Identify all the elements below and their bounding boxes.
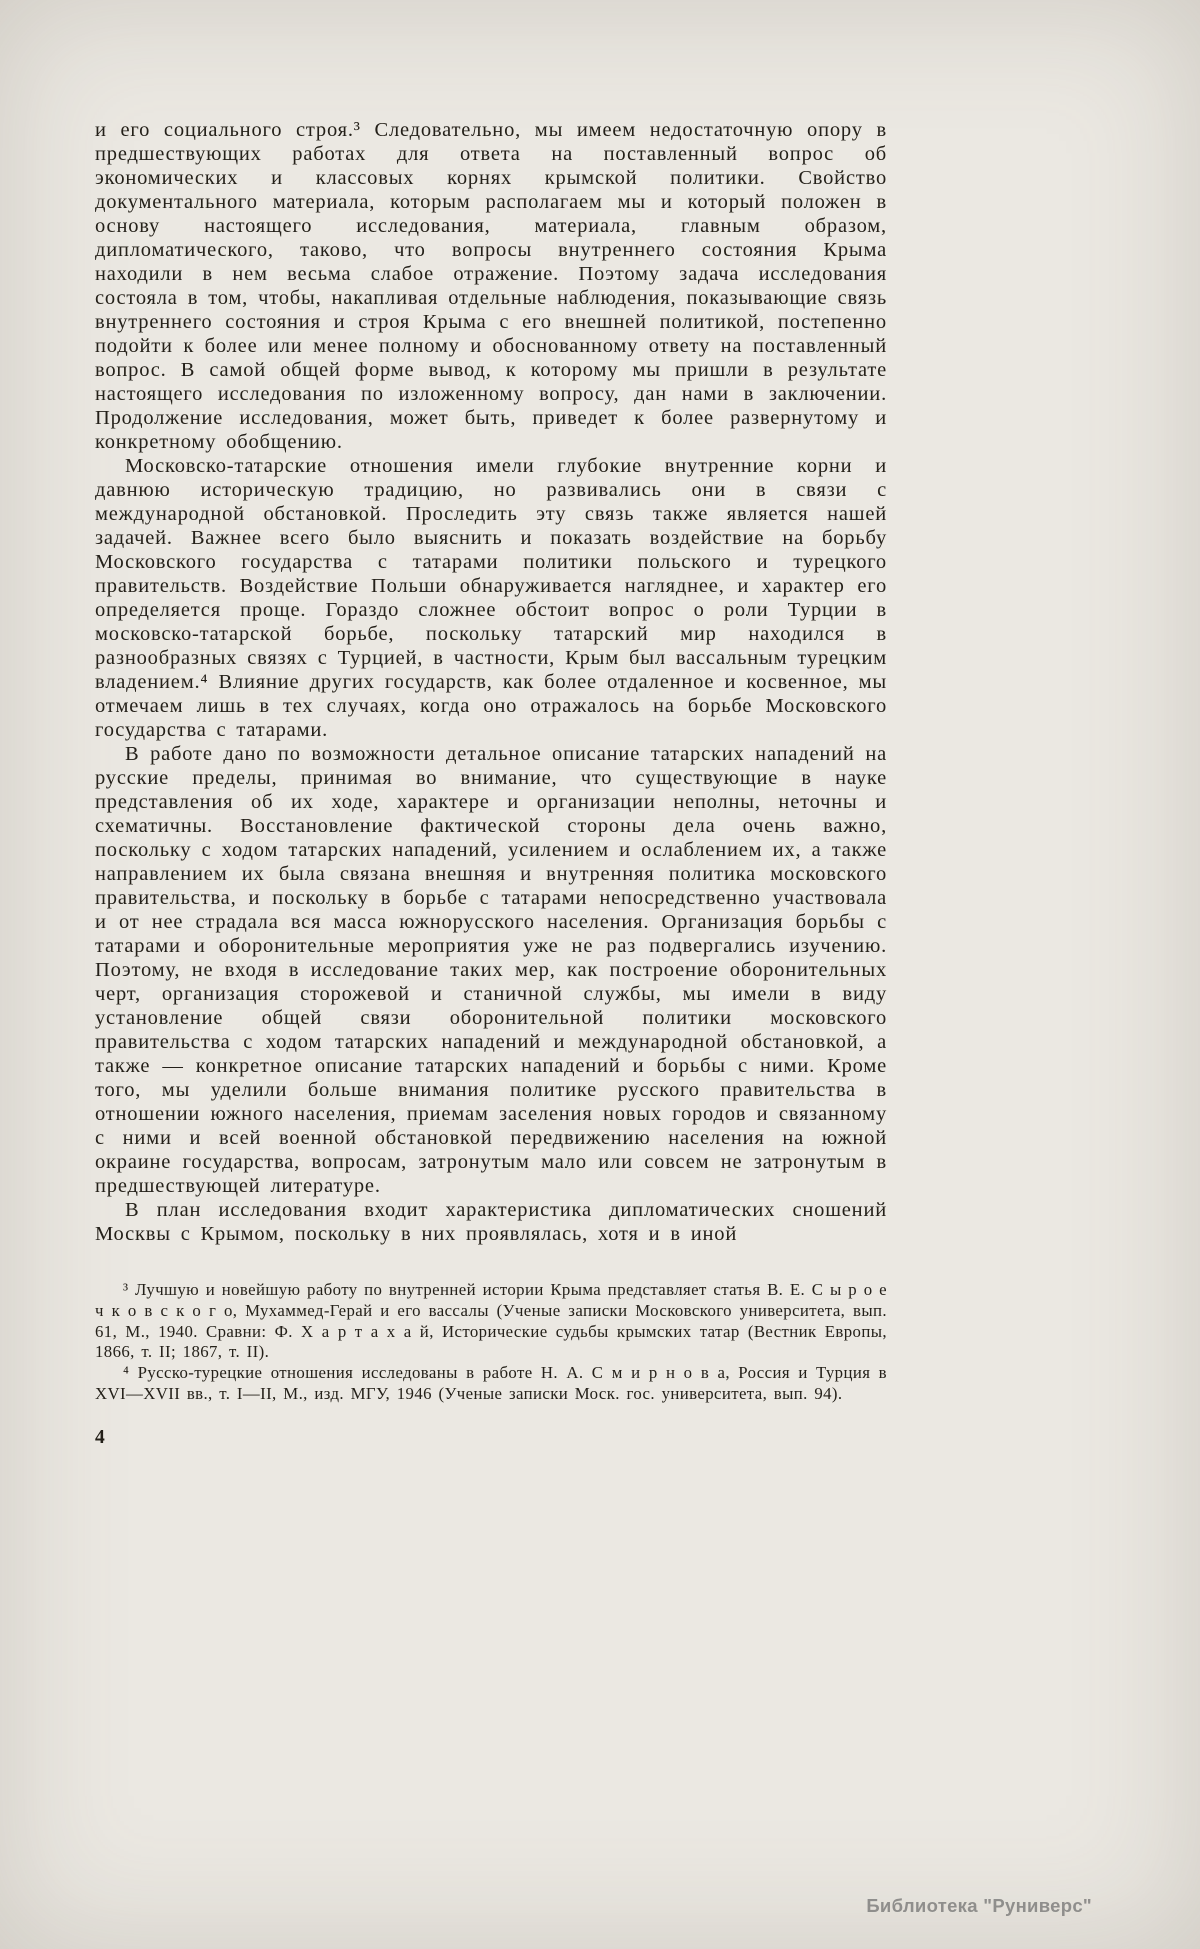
body-paragraph: В план исследования входит характеристика дипломатических сношений Москвы с Крымом, поскольку в них проявлялась, хотя и в иной: [95, 1199, 887, 1245]
body-paragraph: Московско-татарские отношения имели глубокие внутренние корни и давнюю историческую традицию, но развивались они в связи с международной обстановкой. Проследить эту связь также является нашей задачей. Важнее всего было выяснить и показать воздействие на борьбу Московского государства с татарами политики польского и турецкого правительств. Воздействие Польши обнаруживается нагляднее, и характер его определяется проще. Гораздо сложнее обстоит вопрос о роли Турции в московско-татарской борьбе, поскольку татарский мир находился в разнообразных связях с Турцией, в частности, Крым был вассальным турецким владением.⁴ Влияние других государств, как более отдаленное и косвенное, мы отмечаем лишь в тех случаях, когда оно отражалось на борьбе Московского государства с татарами.: [95, 455, 887, 741]
body-paragraph: и его социального строя.³ Следовательно, мы имеем недостаточную опору в предшествующих работах для ответа на поставленный вопрос об экономических и классовых корнях крымской политики. Свойство документального материала, которым располагаем мы и который положен в основу настоящего исследования, материала, главным образом, дипломатического, таково, что вопросы внутреннего состояния Крыма находили в нем весьма слабое отражение. Поэтому задача исследования состояла в том, чтобы, накапливая отдельные наблюдения, показывающие связь внутреннего состояния и строя Крыма с его внешней политикой, постепенно подойти к более или менее полному и обоснованному ответу на поставленный вопрос. В самой общей форме вывод, к которому мы пришли в результате настоящего исследования по изложенному вопросу, дан нами в заключении. Продолжение исследования, может быть, приведет к более развернутому и конкретному обобщению.: [95, 119, 887, 453]
page-number: 4: [95, 1426, 106, 1448]
footnotes-section: [95, 1280, 887, 1405]
library-watermark: Библиотека "Руниверс": [866, 1895, 1092, 1916]
footnote: ⁴ Русско-турецкие отношения исследованы в работе Н. А. С м и р н о в а, Россия и Турция в XVI—XVII вв., т. I—II, М., изд. МГУ, 1946 (Ученые записки Моск. гос. университета, вып. 94).: [95, 1363, 887, 1403]
footnote: ³ Лучшую и новейшую работу по внутренней истории Крыма представляет статья В. Е. С ы р о е ч к о в с к о г о, Мухаммед-Герай и его вассалы (Ученые записки Московского университета, вып. 61, М., 1940. Сравни: Ф. Х а р т а х а й, Исторические судьбы крымских татар (Вестник Европы, 1866, т. II; 1867, т. II).: [95, 1280, 887, 1362]
body-paragraph: В работе дано по возможности детальное описание татарских нападений на русские пределы, принимая во внимание, что существующие в науке представления об их ходе, характере и организации неполны, неточны и схематичны. Восстановление фактической стороны дела очень важно, поскольку с ходом татарских нападений, усилением и ослаблением их, а также направлением их была связана внешняя и внутренняя политика московского правительства, и поскольку в борьбе с татарами непосредственно участвовала и от нее страдала вся масса южнорусского населения. Организация борьбы с татарами и оборонительные мероприятия уже не раз подвергались изучению. Поэтому, не входя в исследование таких мер, как построение оборонительных черт, организация сторожевой и станичной службы, мы имели в виду установление общей связи оборонительной политики московского правительства с ходом татарских нападений и международной обстановкой, а также — конкретное описание татарских нападений и борьбы с ними. Кроме того, мы уделили больше внимания политике русского правительства в отношении южного населения, приемам заселения новых городов и связанному с ними и всей военной обстановкой передвижению населения на южной окраине государства, вопросам, затронутым мало или совсем не затронутым в предшествующей литературе.: [95, 743, 887, 1197]
page-body: [95, 118, 887, 1449]
